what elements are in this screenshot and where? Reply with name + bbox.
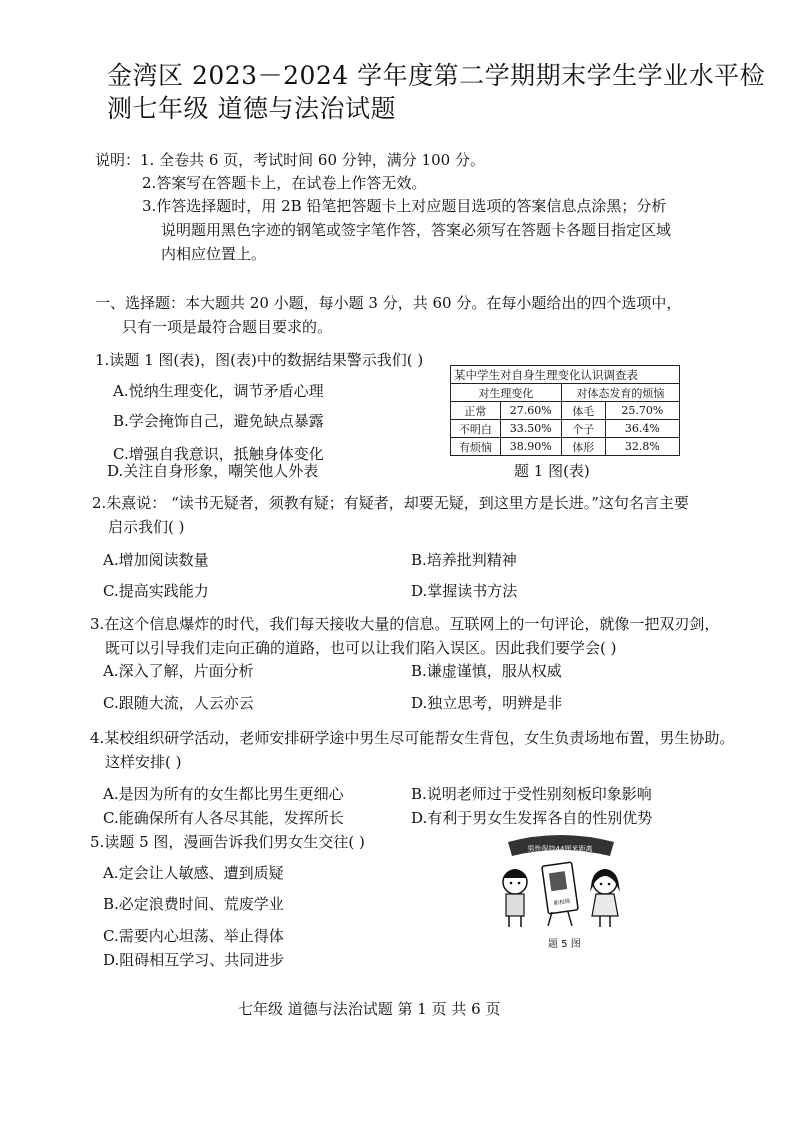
table-row (451, 402, 680, 420)
option-c: C.提高实践能力 (103, 582, 209, 600)
rule-card-text: 新校规 (553, 898, 571, 907)
cartoon-illustration (490, 830, 630, 932)
table-row (451, 438, 680, 456)
boy-hair (503, 869, 527, 878)
page-footer: 七年级 道德与法治试题 第 1 页 共 6 页 (238, 1000, 501, 1018)
option-b: B.培养批判精神 (411, 551, 517, 569)
question-stem: 4.某校组织研学活动，老师安排研学途中男生尽可能帮女生背包，女生负责场地布置，男生协助。 (90, 729, 735, 747)
page-title-line-2: 测七年级 道德与法治试题 (107, 94, 396, 123)
option-a: A.定会让人敏感、遭到质疑 (103, 864, 284, 882)
question-stem: 5.读题 5 图，漫画告诉我们男女生交往( ) (90, 833, 365, 851)
option-a: A.是因为所有的女生都比男生更细心 (103, 785, 344, 803)
instruction-line: 2.答案写在答题卡上，在试卷上作答无效。 (142, 174, 427, 192)
girl-dress (592, 894, 618, 916)
question-stem: 启示我们( ) (108, 518, 185, 536)
section-heading: 一、选择题：本大题共 20 小题，每小题 3 分，共 60 分。在每小题给出的四个选项中， (95, 294, 682, 312)
option-b: B.说明老师过于受性别刻板印象影响 (411, 785, 652, 803)
question-stem: 1.读题 1 图(表)，图(表)中的数据结果警示我们( ) (95, 351, 424, 369)
figure-label-cartoon: 题 5 图 (548, 939, 581, 950)
page-title-line-1: 金湾区 2023－2024 学年度第二学期期末学生学业水平检 (107, 61, 766, 90)
instruction-line: 内相应位置上。 (161, 245, 267, 263)
table-cell: 不明白 (451, 420, 501, 438)
cartoon-banner-text: 男性保持44厘米距离 (527, 845, 593, 853)
option-a: A.悦纳生理变化，调节矛盾心理 (113, 382, 324, 400)
table-caption: 某中学生对自身生理变化认识调查表 (451, 366, 680, 384)
section-heading: 只有一项是最符合题目要求的。 (122, 318, 333, 336)
table-cell: 32.8% (605, 438, 679, 456)
option-c: C.增强自我意识，抵触身体变化 (113, 445, 324, 463)
question-stem: 这样安排( ) (105, 753, 182, 771)
table-group-header: 对生理变化 (451, 384, 562, 402)
option-a: A.深入了解，片面分析 (103, 662, 254, 680)
option-b: B.必定浪费时间、荒废学业 (103, 895, 284, 913)
option-d: D.独立思考，明辨是非 (411, 694, 563, 712)
option-d: D.阻碍相互学习、共同进步 (103, 951, 285, 969)
table-cell: 38.90% (500, 438, 561, 456)
table-cell: 体毛 (561, 402, 605, 420)
instruction-line: 说明：1. 全卷共 6 页，考试时间 60 分钟，满分 100 分。 (95, 151, 485, 169)
instruction-line: 3.作答选择题时，用 2B 铅笔把答题卡上对应题目选项的答案信息点涂黑；分析 (142, 197, 667, 215)
table-cell: 有烦恼 (451, 438, 501, 456)
option-d: D.掌握读书方法 (411, 582, 518, 600)
option-b: B.谦虚谨慎，服从权威 (411, 662, 562, 680)
table-cell: 25.70% (605, 402, 679, 420)
table-cell: 27.60% (500, 402, 561, 420)
table-cell: 个子 (561, 420, 605, 438)
option-a: A.增加阅读数量 (103, 551, 209, 569)
boy-body (506, 894, 524, 916)
question-stem: 2.朱熹说： “读书无疑者，须教有疑；有疑者，却要无疑，到这里方是长进。”这句名言主要 (92, 494, 689, 512)
option-d: D.关注自身形象，嘲笑他人外表 (107, 462, 319, 480)
table-cell: 正常 (451, 402, 501, 420)
question-stem: 既可以引导我们走向正确的道路，也可以让我们陷入误区。因此我们要学会( ) (105, 639, 617, 657)
option-c: C.能确保所有人各尽其能，发挥所长 (103, 809, 344, 827)
instruction-line: 说明题用黑色字迹的钢笔或签字笔作答，答案必须写在答题卡各题目指定区域 (161, 221, 672, 239)
option-d: D.有利于男女生发挥各自的性别优势 (411, 809, 653, 827)
question-stem: 3.在这个信息爆炸的时代，我们每天接收大量的信息。互联网上的一句评论，就像一把双刃剑， (90, 615, 720, 633)
option-c: C.跟随大流，人云亦云 (103, 694, 254, 712)
option-c: C.需要内心坦荡、举止得体 (103, 927, 284, 945)
table-cell: 33.50% (500, 420, 561, 438)
survey-table (450, 365, 680, 456)
table-cell: 体形 (561, 438, 605, 456)
table-cell: 36.4% (605, 420, 679, 438)
table-row (451, 420, 680, 438)
option-b: B.学会掩饰自己，避免缺点暴露 (113, 412, 324, 430)
figure-label-table: 题 1 图(表) (514, 462, 590, 480)
cartoon-figure (490, 830, 630, 932)
table-group-header: 对体态发育的烦恼 (561, 384, 679, 402)
